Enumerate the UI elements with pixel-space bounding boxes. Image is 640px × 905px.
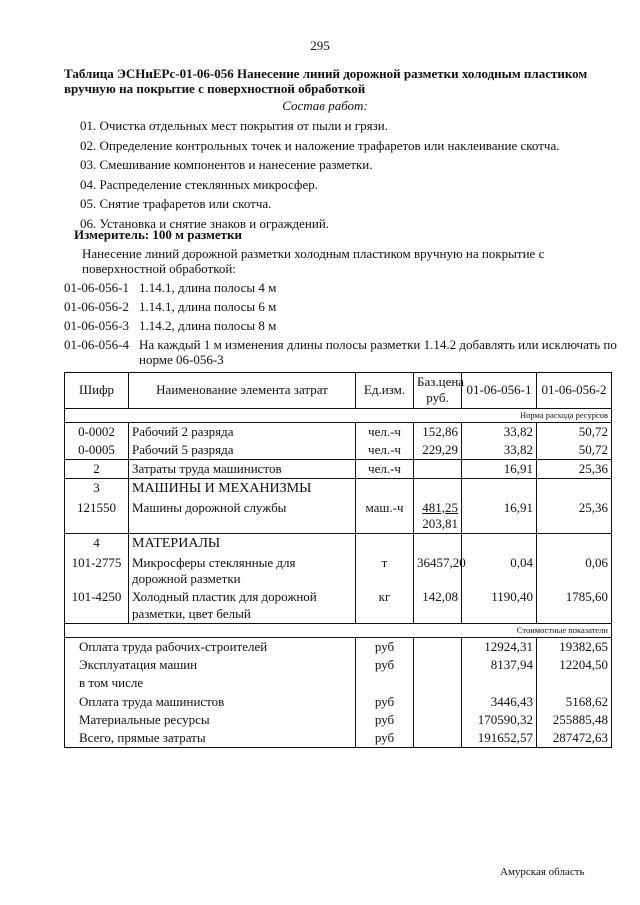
total-name: Оплата труда рабочих-строителей: [65, 637, 356, 656]
cost-caption: Стоимостные показатели: [65, 623, 612, 637]
cell-price: [414, 460, 462, 479]
variants-list: [64, 280, 624, 371]
cell-code: 0-0005: [65, 441, 129, 460]
total-name: Эксплуатация машин: [65, 656, 356, 674]
total-unit: руб: [356, 729, 414, 748]
total-row: [65, 711, 612, 729]
price-line-1: 481,25: [422, 499, 458, 515]
header-variant-1: 01-06-056-1: [462, 373, 537, 409]
total-v2: 12204,50: [537, 656, 612, 674]
cell-name: Микросферы стеклянные для дорожной разметки: [129, 554, 356, 589]
table-header-row: [65, 373, 612, 409]
norm-caption-row: [65, 408, 612, 422]
variant-code: 01-06-056-1: [64, 280, 129, 295]
header-unit: Ед.изм.: [356, 373, 414, 409]
section-title: МАШИНЫ И МЕХАНИЗМЫ: [129, 479, 356, 499]
table-row: [65, 554, 612, 589]
total-v1: 191652,57: [462, 729, 537, 748]
total-name: в том числе: [65, 674, 356, 692]
variant-item: [64, 337, 624, 367]
total-unit: руб: [356, 656, 414, 674]
table-row: [65, 441, 612, 460]
cost-caption-row: [65, 623, 612, 637]
cell-name: Затраты труда машинистов: [129, 460, 356, 479]
work-item: 06. Установка и снятие знаков и ограждений.: [80, 215, 330, 231]
work-item: 02. Определение контрольных точек и наложение трафаретов или наклеивание скотча.: [80, 137, 560, 153]
total-row: [65, 656, 612, 674]
cell-code: 2: [65, 460, 129, 479]
total-v2: 5168,62: [537, 693, 612, 711]
table-title: Таблица ЭСНиЕРс-01-06-056 Нанесение линий дорожной разметки холодным пластиком вручную на покрытие с поверхностной обработкой: [64, 66, 588, 96]
total-v1: 3446,43: [462, 693, 537, 711]
cell-price: [414, 499, 462, 534]
works-heading: Состав работ:: [282, 98, 368, 113]
cell-name: Холодный пластик для дорожной разметки, цвет белый: [129, 588, 356, 623]
cell-v1: 1190,40: [462, 588, 537, 623]
section-row: [65, 534, 612, 554]
header-price: Баз.цена руб.: [414, 373, 462, 409]
table-row: [65, 499, 612, 534]
table-row: [65, 460, 612, 479]
cell-price: 152,86: [414, 422, 462, 441]
description: Нанесение линий дорожной разметки холодным пластиком вручную на покрытие с поверхностной обработкой:: [82, 246, 545, 276]
total-row: [65, 693, 612, 711]
resource-table: [64, 372, 612, 748]
total-v2: 287472,63: [537, 729, 612, 748]
region-footer: Амурская область: [500, 866, 585, 878]
works-list: [80, 118, 620, 235]
cell-name: Рабочий 2 разряда: [129, 422, 356, 441]
total-v1: 12924,31: [462, 637, 537, 656]
variant-code: 01-06-056-2: [64, 299, 129, 314]
cell-code: 4: [65, 534, 129, 554]
cell-code: 121550: [65, 499, 129, 534]
cell-unit: чел.-ч: [356, 422, 414, 441]
work-item: 04. Распределение стеклянных микросфер.: [80, 176, 318, 192]
table-row: [65, 422, 612, 441]
variant-item: [64, 318, 624, 333]
cell-v1: 33,82: [462, 441, 537, 460]
cell-code: 0-0002: [65, 422, 129, 441]
measure-unit: Измеритель: 100 м разметки: [74, 227, 243, 242]
variant-item: [64, 299, 624, 314]
table-row: [65, 588, 612, 623]
cell-code: 3: [65, 479, 129, 499]
header-code: Шифр: [65, 373, 129, 409]
cell-unit: чел.-ч: [356, 441, 414, 460]
variant-code: 01-06-056-4: [64, 337, 129, 352]
cell-name: Машины дорожной службы: [129, 499, 356, 534]
total-v1: 170590,32: [462, 711, 537, 729]
cell-v2: 25,36: [537, 499, 612, 534]
variant-text: На каждый 1 м изменения длины полосы разметки 1.14.2 добавлять или исключать по норме 06-056-3: [139, 337, 617, 367]
header-name: Наименование элемента затрат: [129, 373, 356, 409]
section-row: [65, 479, 612, 499]
variant-text: 1.14.2, длина полосы 8 м: [139, 318, 277, 333]
cell-v2: 25,36: [537, 460, 612, 479]
cell-v2: 1785,60: [537, 588, 612, 623]
cell-unit: маш.-ч: [356, 499, 414, 534]
cell-v2: 50,72: [537, 441, 612, 460]
cell-price: 36457,20: [414, 554, 462, 589]
page-number: 295: [310, 38, 330, 53]
variant-item: [64, 280, 624, 295]
variant-code: 01-06-056-3: [64, 318, 129, 333]
total-unit: руб: [356, 693, 414, 711]
cell-v2: 0,06: [537, 554, 612, 589]
work-item: 03. Смешивание компонентов и нанесение разметки.: [80, 157, 373, 172]
cell-unit: т: [356, 554, 414, 589]
total-name: Материальные ресурсы: [65, 711, 356, 729]
total-unit: руб: [356, 637, 414, 656]
total-row: [65, 637, 612, 656]
work-item: 01. Очистка отдельных мест покрытия от пыли и грязи.: [80, 118, 388, 133]
cell-v1: 0,04: [462, 554, 537, 589]
total-row: [65, 729, 612, 748]
variant-text: 1.14.1, длина полосы 4 м: [139, 280, 277, 295]
total-name: Оплата труда машинистов: [65, 693, 356, 711]
cell-v2: 50,72: [537, 422, 612, 441]
norm-caption: Норма расхода ресурсов: [65, 408, 612, 422]
total-v2: 255885,48: [537, 711, 612, 729]
total-unit: руб: [356, 711, 414, 729]
total-name: Всего, прямые затраты: [65, 729, 356, 748]
cell-price: 229,29: [414, 441, 462, 460]
work-item: 05. Снятие трафаретов или скотча.: [80, 196, 272, 211]
cell-unit: чел.-ч: [356, 460, 414, 479]
cell-v1: 16,91: [462, 499, 537, 534]
header-variant-2: 01-06-056-2: [537, 373, 612, 409]
section-title: МАТЕРИАЛЫ: [129, 534, 356, 554]
cell-price: 142,08: [414, 588, 462, 623]
variant-text: 1.14.1, длина полосы 6 м: [139, 299, 277, 314]
cell-name: Рабочий 5 разряда: [129, 441, 356, 460]
cell-v1: 16,91: [462, 460, 537, 479]
total-v2: 19382,65: [537, 637, 612, 656]
total-v1: 8137,94: [462, 656, 537, 674]
cell-v1: 33,82: [462, 422, 537, 441]
cell-unit: кг: [356, 588, 414, 623]
cell-code: 101-4250: [65, 588, 129, 623]
cell-code: 101-2775: [65, 554, 129, 589]
total-row: [65, 674, 612, 692]
price-line-2: 203,81: [422, 516, 458, 531]
